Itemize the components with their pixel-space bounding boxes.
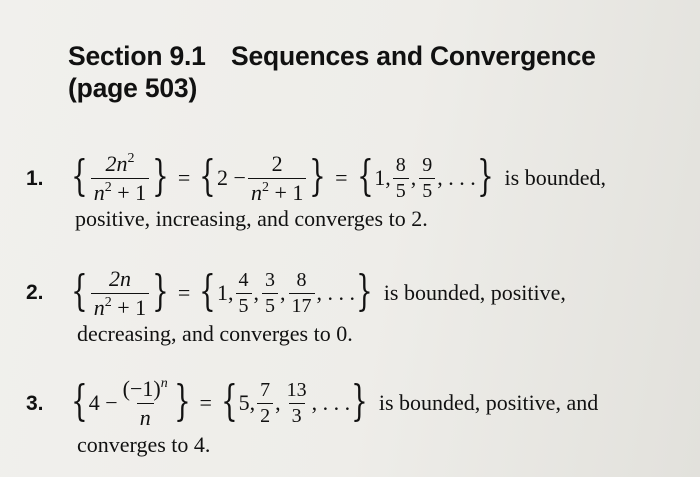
- fraction: $\frac{2n^2}{n^2 + 1}$: [91, 152, 149, 203]
- left-brace: {: [199, 151, 216, 200]
- fraction: $\frac{4}{5}$: [236, 270, 252, 317]
- left-brace: {: [71, 151, 88, 200]
- item-3-equation: { 4 − $\frac{(-1)^n}{n}$ } = { 5, $\frac{7}{2}$ , $\frac{13}{3}$ , . . . } is bounded, positive, and: [71, 376, 599, 430]
- right-brace: }: [173, 376, 191, 425]
- equals-sign: =: [177, 165, 191, 190]
- item-2-number: 2.: [26, 281, 44, 304]
- fraction: $\frac{9}{5}$: [419, 155, 435, 202]
- description-text: is bounded, positive, and: [378, 390, 599, 415]
- right-brace: }: [309, 151, 327, 200]
- ellipsis: , . . .: [311, 390, 351, 415]
- fraction: $\frac{(-1)^n}{n}$: [122, 376, 168, 430]
- right-brace: }: [152, 266, 169, 315]
- right-brace: }: [351, 376, 368, 425]
- sequence-term: 1,: [374, 165, 391, 190]
- item-3-description-line2: converges to 4.: [77, 432, 211, 457]
- item-1-equation: { $\frac{2n^2}{n^2 + 1}$ } = { 2 − $\frac{2}{n^2 + 1}$ } = { 1, $\frac{8}{5}$ , $\frac{9}{5}$ , . . . } is bounded,: [71, 151, 606, 205]
- sequence-term: 1,: [217, 280, 234, 305]
- fraction: $\frac{2}{n^2 + 1}$: [248, 152, 306, 203]
- fraction: $\frac{7}{2}$: [257, 380, 273, 427]
- item-2-description-line2: decreasing, and converges to 0.: [77, 321, 353, 346]
- section-number: Section 9.1: [68, 41, 206, 71]
- left-brace: {: [71, 266, 88, 315]
- item-1-description-line2: positive, increasing, and converges to 2.: [75, 206, 428, 231]
- fraction: $\frac{8}{17}$: [289, 270, 315, 317]
- constant-term: 2 −: [217, 165, 246, 190]
- item-2-equation: { $\frac{2n}{n^2 + 1}$ } = { 1, $\frac{4}{5}$ , $\frac{3}{5}$ , $\frac{8}{17}$ , . . . } is bounded, positive,: [71, 266, 566, 320]
- equals-sign: =: [335, 165, 348, 190]
- ellipsis: , . . .: [316, 280, 356, 305]
- description-text: is bounded, positive,: [383, 280, 566, 305]
- ellipsis: , . . .: [437, 165, 476, 190]
- left-brace: {: [199, 266, 216, 315]
- item-1-number: 1.: [26, 167, 44, 190]
- sequence-term: 5,: [238, 390, 256, 415]
- equals-sign: =: [177, 280, 191, 305]
- item-3-number: 3.: [26, 392, 44, 415]
- section-title: Sequences and Convergence: [231, 41, 596, 71]
- right-brace: }: [356, 266, 373, 315]
- page-reference: (page 503): [68, 73, 198, 103]
- left-brace: {: [220, 376, 238, 425]
- fraction: $\frac{2n}{n^2 + 1}$: [91, 267, 149, 318]
- fraction: $\frac{13}{3}$: [286, 378, 307, 427]
- left-brace: {: [356, 151, 374, 200]
- constant-term: 4 −: [88, 390, 118, 415]
- fraction: $\frac{8}{5}$: [393, 155, 409, 202]
- equals-sign: =: [199, 390, 212, 415]
- right-brace: }: [476, 151, 494, 200]
- description-text: is bounded,: [504, 165, 606, 190]
- fraction: $\frac{3}{5}$: [262, 270, 278, 317]
- left-brace: {: [71, 376, 88, 425]
- right-brace: }: [152, 151, 169, 200]
- section-heading: [68, 40, 668, 104]
